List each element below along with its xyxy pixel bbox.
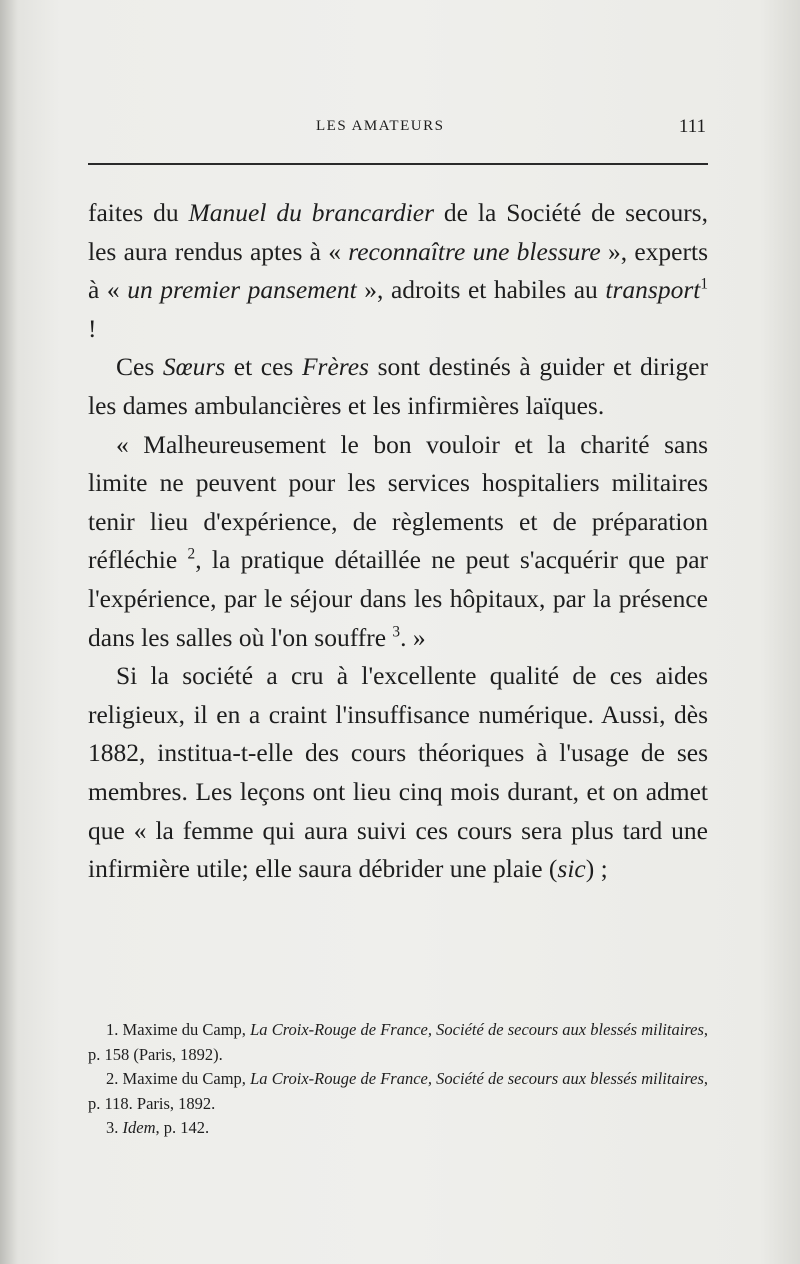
italic-run: sic <box>557 854 586 884</box>
page-header <box>88 118 708 148</box>
italic-run: reconnaître une blessure <box>348 236 601 266</box>
footnote-3 <box>88 1116 708 1141</box>
footnote-number: 1. <box>106 1020 119 1039</box>
text-run: , p. 142. <box>155 1118 210 1137</box>
text-run: sont destinés à guider et diriger les dames ambulancières et les infirmières laïques. <box>88 352 709 420</box>
italic-run: Frères <box>301 352 369 382</box>
italic-run: La Croix-Rouge de France, Société de secours aux blessés militaires <box>250 1069 704 1088</box>
running-title: LES AMATEURS <box>316 118 445 134</box>
italic-run: Sœurs <box>162 352 226 382</box>
footnote-ref: 1 <box>700 275 708 293</box>
text-run: faites du <box>88 198 189 227</box>
italic-run: un premier pansement <box>127 275 357 305</box>
text-run: « Malheureusement le bon vouloir et la charité sans limite ne peuvent pour les services hospitaliers militaires tenir lieu d'expérience, de règlements et de préparation réfléchie <box>88 429 708 575</box>
text-run: ) ; <box>585 854 608 884</box>
footnote-number: 3. <box>106 1118 119 1137</box>
paragraph-4 <box>88 657 708 889</box>
text-run: Si la société a cru à l'excellente qualité de ces aides religieux, il en a craint l'insuffisance numérique. Aussi, dès 1882, institua-t-elle des cours théoriques à l'usage de ses membres. Les leçons ont lieu cinq mois durant, et on admet que « la femme qui aura suivi ces cours sera plus tard une infirmière utile; elle saura débrider une plaie ( <box>88 661 708 884</box>
footnote-ref: 3 <box>392 623 401 641</box>
paragraph-3 <box>88 426 708 658</box>
paragraph-1 <box>88 194 708 348</box>
main-text <box>88 194 708 889</box>
text-run: . » <box>400 622 426 652</box>
text-run: », adroits et habiles au <box>356 275 606 305</box>
footnotes <box>88 1018 708 1141</box>
italic-run: Idem <box>122 1118 156 1137</box>
footnote-1 <box>88 1018 708 1067</box>
text-run: et ces <box>225 352 302 382</box>
paragraph-2 <box>88 348 708 425</box>
text-run: de la Société de secours, les aura rendus aptes à « <box>88 198 708 266</box>
text-run: Maxime du Camp, <box>118 1069 251 1088</box>
text-run: Maxime du Camp, <box>118 1020 251 1039</box>
text-run: , p. 118. Paris, 1892. <box>88 1069 708 1113</box>
text-run: Ces <box>116 352 163 382</box>
italic-run: La Croix-Rouge de France, Société de secours aux blessés militaires <box>250 1020 704 1039</box>
italic-run: transport <box>605 275 701 305</box>
footnote-number: 2. <box>106 1069 119 1088</box>
text-run: , la pratique détaillée ne peut s'acquérir que par l'expérience, par le séjour dans les hôpitaux, par la présence dans les salles où l'on souffre <box>88 545 708 652</box>
header-rule <box>88 163 708 165</box>
page-number: 111 <box>678 116 706 137</box>
footnote-2 <box>88 1067 708 1116</box>
footnote-ref: 2 <box>187 545 196 563</box>
italic-run: Manuel du brancardier <box>188 198 435 227</box>
text-run: », experts à « <box>88 236 708 305</box>
text-run: , p. 158 (Paris, 1892). <box>88 1020 708 1064</box>
text-run: ! <box>88 313 97 343</box>
